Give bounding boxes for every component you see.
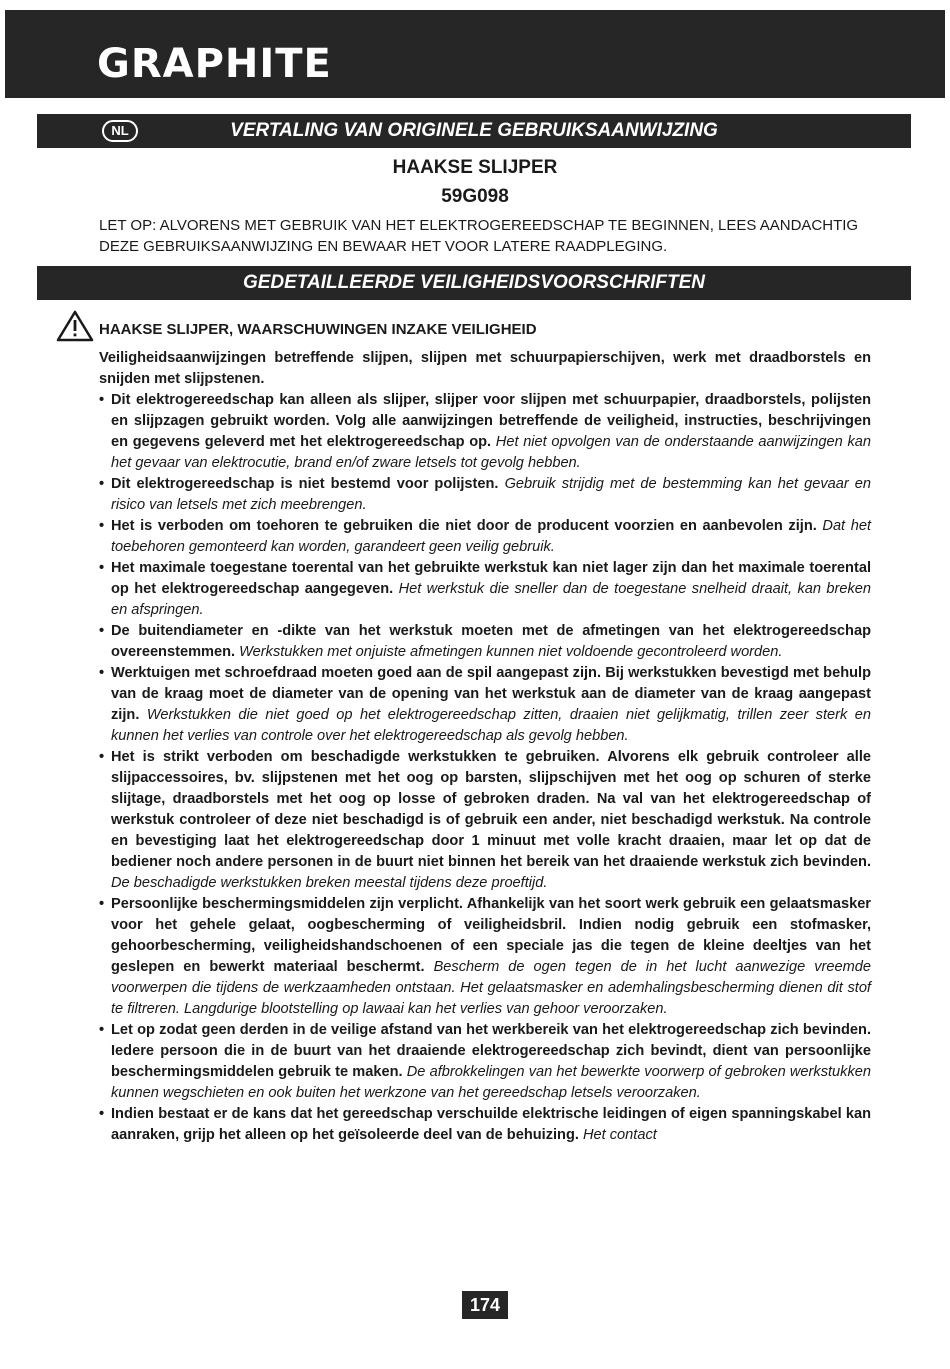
safety-section-title: GEDETAILLEERDE VEILIGHEIDSVOORSCHRIFTEN	[242, 272, 706, 293]
brand-logo: GRAPHITE	[97, 41, 332, 87]
rule-bold-text: De buitendiameter en -dikte van het werkstuk moeten met de afmetingen van het elektrogereedschap overeenstemmen.	[111, 623, 871, 660]
rule-bold-text: Werktuigen met schroefdraad moeten goed aan de spil aangepast zijn. Bij werkstukken bevestigd met behulp van de kraag moet de diameter van de opening van het werkstuk aan de diameter van de kraag aangepast zijn.	[111, 665, 871, 723]
safety-section-bar	[37, 266, 911, 300]
rule-bold-text: Het maximale toegestane toerental van het gebruikte werkstuk kan niet lager zijn dan het maximale toerental op het elektrogereedschap aangegeven.	[111, 560, 871, 597]
safety-rule-item	[99, 747, 871, 894]
safety-rules-list	[99, 390, 871, 1146]
safety-rule-item	[99, 663, 871, 747]
rule-italic-text: De afbrokkelingen van het bewerkte voorwerp of gebroken werkstukken kunnen wegschieten en ook buiten het werkzone van het gereedschap letsels veroorzaken.	[111, 1064, 872, 1101]
page-number: 174	[462, 1291, 508, 1319]
warning-triangle-icon	[56, 310, 94, 347]
safety-rule-item	[99, 558, 871, 621]
rule-italic-text: Werkstukken met onjuiste afmetingen kunnen niet voldoende gecontroleerd worden.	[239, 644, 783, 660]
translation-title-bar	[37, 114, 911, 148]
rule-italic-text: Werkstukken die niet goed op het elektrogereedschap zitten, draaien niet gelijkmatig, trillen zeer sterk en kunnen het verlies van controle over het elektrogereedschap als gevolg hebben.	[111, 707, 871, 744]
safety-rule-item	[99, 621, 871, 663]
product-name: HAAKSE SLIJPER	[392, 157, 558, 178]
rule-italic-text: Het werkstuk die sneller dan de toegestane snelheid draait, kan breken en afspringen.	[111, 581, 871, 618]
read-manual-notice: LET OP: ALVORENS MET GEBRUIK VAN HET ELEKTROGEREEDSCHAP TE BEGINNEN, LEES AANDACHTIG DEZE GEBRUIKSAANWIJZING EN BEWAAR HET VOOR LATERE RAADPLEGING.	[99, 217, 859, 255]
rule-bold-text: Let op zodat geen derden in de veilige afstand van het werkbereik van het elektrogereedschap zich bevinden. Iedere persoon die in de buurt van het draaiende elektrogereedschap zich bevindt, dient van persoonlijke beschermingsmiddelen gebruik te maken.	[111, 1022, 871, 1080]
rule-bold-text: Het is strikt verboden om beschadigde werkstukken te gebruiken. Alvorens elk gebruik controleer alle slijpaccessoires, bv. slijpstenen met het oog op barsten, slijpschijven met het oog op schuren of sterke slijtage, draadborstels met het oog op losse of gebroken draden. Na val van het elektrogereedschap of werkstuk controleer of deze niet beschadigd is of gebruik een ander, niet beschadigd werkstuk. Na controle en bevestiging laat het elektrogereedschap door 1 minuut met volle kracht draaien, maar let op dat de bediener noch andere personen in de buurt niet binnen het bereik van het draaiende werkstuk zich bevinden.	[111, 749, 871, 870]
rule-bold-text: Persoonlijke beschermingsmiddelen zijn verplicht. Afhankelijk van het soort werk gebruik een gelaatsmasker voor het gehele gelaat, oogbescherming of veiligheidsbril. Indien nodig gebruik een stofmasker, gehoorbescherming, veiligheidshandschoenen of een speciale jas die tegen de kleine deeltjes van het geslepen en bewerkt materiaal beschermt.	[111, 896, 871, 975]
rule-bold-text: Dit elektrogereedschap is niet bestemd voor polijsten.	[111, 476, 499, 492]
rule-bold-text: Indien bestaat er de kans dat het gereedschap verschuilde elektrische leidingen of eigen spanningskabel kan aanraken, grijp het alleen op het geïsoleerde deel van de behuizing.	[111, 1106, 871, 1143]
safety-rule-item	[99, 474, 871, 516]
rule-italic-text: Het niet opvolgen van de onderstaande aanwijzingen kan het gevaar van elektrocutie, brand en/of zware letsels tot gevolg hebben.	[111, 434, 871, 471]
intro-paragraph: Veiligheidsaanwijzingen betreffende slijpen, slijpen met schuurpapierschijven, werk met draadborstels en snijden met slijpstenen.	[99, 350, 871, 387]
rule-italic-text: Gebruik strijdig met de bestemming kan het gevaar en risico van letsels met zich meebrengen.	[111, 476, 871, 513]
rule-italic-text: Dat het toebehoren gemonteerd kan worden, garandeert geen veilig gebruik.	[111, 518, 871, 555]
language-badge: NL	[102, 120, 138, 142]
safety-content	[99, 348, 871, 1146]
safety-rule-item	[99, 1104, 871, 1146]
rule-italic-text: Het contact	[583, 1127, 657, 1143]
safety-rule-item	[99, 1020, 871, 1104]
translation-title: VERTALING VAN ORIGINELE GEBRUIKSAANWIJZING	[230, 120, 718, 141]
safety-rule-item	[99, 516, 871, 558]
safety-rule-item	[99, 390, 871, 474]
rule-italic-text: De beschadigde werkstukken breken meestal tijdens deze proeftijd.	[111, 875, 548, 891]
safety-rule-item	[99, 894, 871, 1020]
rule-bold-text: Dit elektrogereedschap kan alleen als slijper, slijper voor slijpen met schuurpapier, draadborstels, polijsten en slijpzagen gebruikt worden. Volg alle aanwijzingen betreffende de veiligheid, instructies, beschrijvingen en gegevens geleverd met het elektrogereedschap op.	[111, 392, 871, 450]
product-model: 59G098	[441, 186, 509, 207]
section-heading: HAAKSE SLIJPER, WAARSCHUWINGEN INZAKE VEILIGHEID	[99, 321, 537, 338]
rule-italic-text: Bescherm de ogen tegen de in het lucht aanwezige vreemde voorwerpen die tijdens de werkzaamheden ontstaan. Het gelaatsmasker en ademhalingsbescherming dienen dit stof te filtreren. Langdurige blootstelling op lawaai kan het verlies van gehoor veroorzaken.	[111, 959, 871, 1017]
rule-bold-text: Het is verboden om toehoren te gebruiken die niet door de producent voorzien en aanbevolen zijn.	[111, 518, 817, 534]
